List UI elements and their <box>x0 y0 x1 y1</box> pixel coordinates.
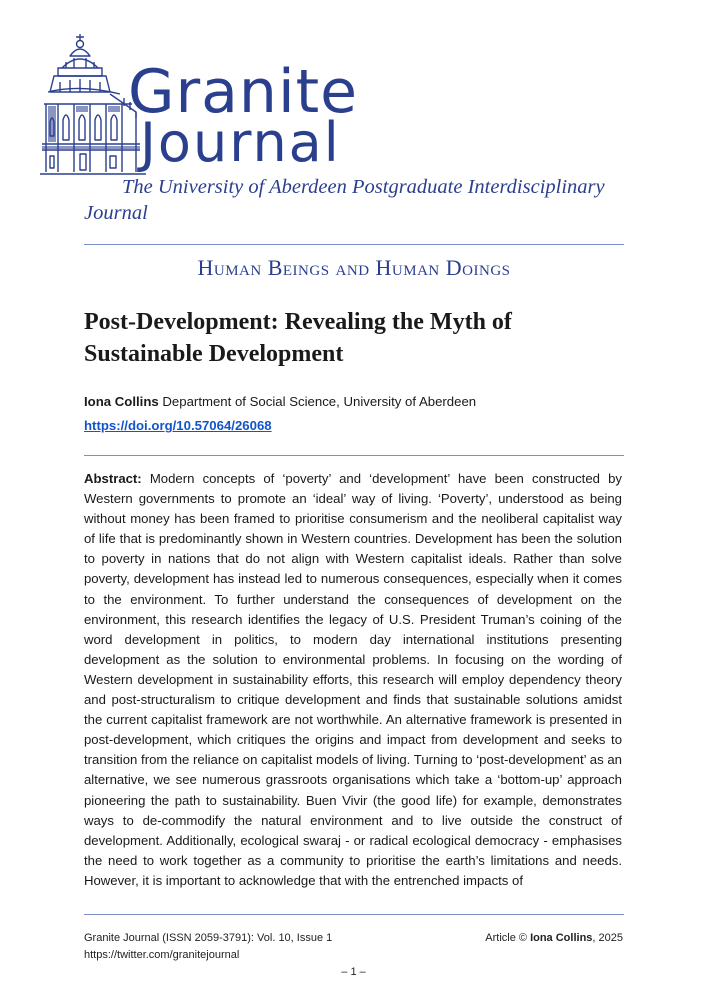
journal-issue-info: Granite Journal (ISSN 2059-3791): Vol. 10, Issue 1 <box>84 932 333 944</box>
copyright-author: Iona Collins <box>530 932 593 944</box>
abstract-text: Modern concepts of ‘poverty’ and ‘development’ have been constructed by Western governments to promote an ‘ideal’ way of living. ‘Poverty’, understood as being without money has been framed to prioritise consumerism and the neoliberal capitalist way of life that is predominantly shown in Western countries. Development has been the solution to poverty in nations that do not align with Western capitalist ideals. Rather than solve poverty, development has instead led to numerous consequences, especially when it comes to the environment. To further understand the consequences of development on the environment, this research identifies the legacy of U.S. President Truman’s coining of the word development in politics, to modern day international institutions presenting development as the solution to environmental problems. In focusing on the wording of Western development in sustainability efforts, this research will employ dependency theory and post-structuralism to critique development and finds that sustainable solutions amidst the current capitalist framework are not worthwhile. An alternative framework is presented in post-development, which critiques the origins and impact from development and seeks to transition from the reliance on capitalist models of living. Turning to ‘post-development’ as an alternative, we see numerous grassroots organisations which take a ‘bottom-up’ approach pioneering the path to sustainability. Buen Vivir (the good life) for example, demonstrates ways to de-commodify the natural environment and to live outside the construct of development. Additionally, ecological swaraj - or radical ecological democracy - emphasises the need to work together as a community to prioritise the earth’s limitations and needs. However, it is important to acknowledge that with the entrenched impacts of <box>84 471 622 888</box>
journal-brand-granite: Granite <box>128 57 359 127</box>
doi-link[interactable]: https://doi.org/10.57064/26068 <box>84 418 272 433</box>
author-affiliation: Department of Social Science, University of Aberdeen <box>162 394 477 409</box>
footer-copyright <box>485 930 623 947</box>
author-name: Iona Collins <box>84 394 159 409</box>
footer-divider <box>84 914 624 915</box>
copyright-year: , 2025 <box>592 932 623 944</box>
abstract-top-divider <box>84 455 624 456</box>
author-line <box>84 394 476 409</box>
journal-brand-journal: Journal <box>140 111 341 174</box>
copyright-prefix: Article © <box>485 932 527 944</box>
footer-left <box>84 930 332 964</box>
header-divider <box>84 244 624 245</box>
page-number: – 1 – <box>341 966 366 978</box>
twitter-link[interactable]: https://twitter.com/granitejournal <box>84 949 240 961</box>
journal-tagline: The University of Aberdeen Postgraduate Interdisciplinary Journal <box>84 176 605 224</box>
section-heading: Human Beings and Human Doings <box>197 255 511 280</box>
abstract <box>84 469 622 891</box>
article-title: Post-Development: Revealing the Myth of Sustainable Development <box>84 309 512 367</box>
abstract-label: Abstract: <box>84 471 142 486</box>
